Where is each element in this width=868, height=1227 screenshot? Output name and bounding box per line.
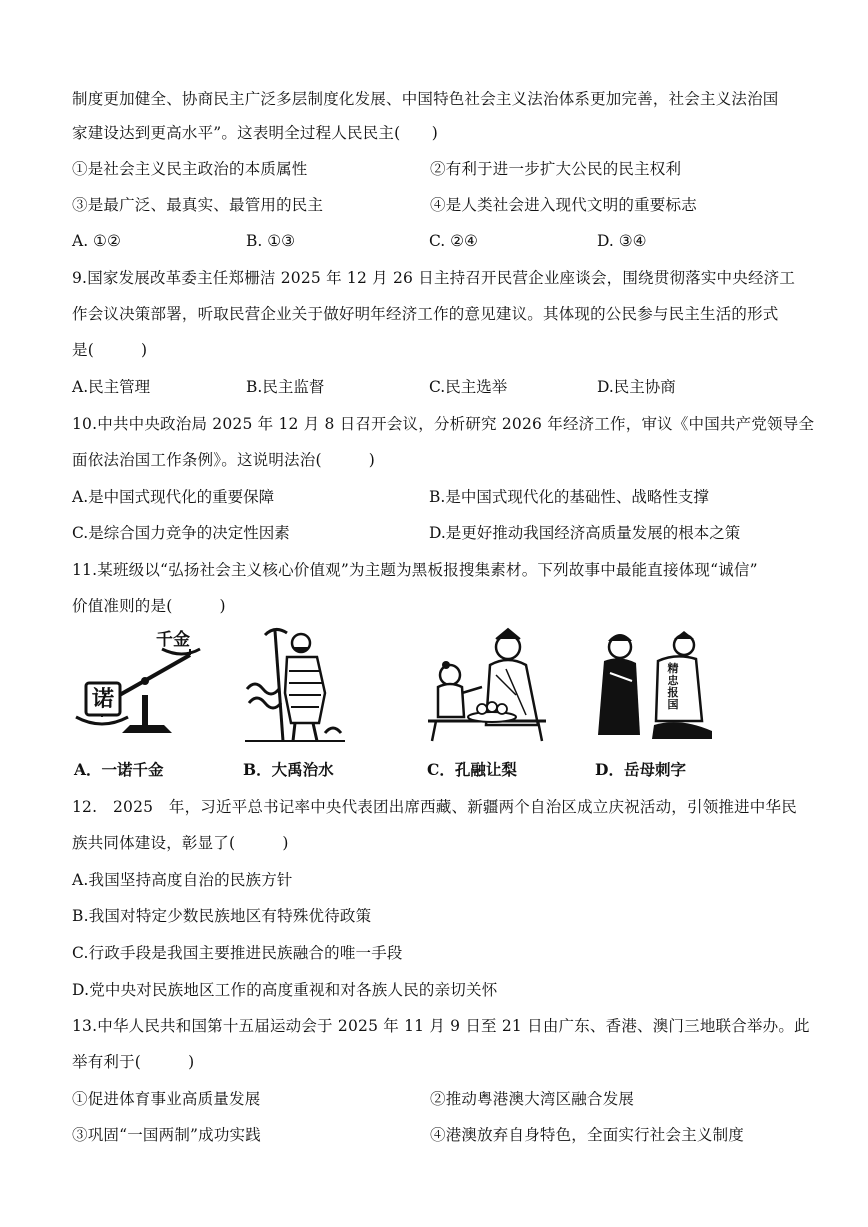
dayu-icon [245,623,345,743]
q9-line-1: 9.国家发展改革委主任郑栅洁 2025 年 12 月 26 日主持召开民营企业座谈会，围绕贯彻落实中央经济工 [72,269,796,287]
q12-line-1: 12. 2025 年，习近平总书记率中央代表团出席西藏、新疆两个自治区成立庆祝活动，引领推进中华民 [72,798,797,816]
scale-icon [72,625,202,740]
yuemu-icon [596,625,714,743]
q10-line-2: 面依法治国工作条例》。这说明法治( ) [72,451,376,469]
q9-option-d: D.民主协商 [597,378,676,396]
q8-option-c: C. ②④ [429,232,478,250]
q8-option-d: D. ③④ [597,232,647,250]
q9-option-b: B.民主监督 [246,378,325,396]
q11-caption-d: D．岳母刺字 [595,760,686,779]
q8-option-a: A. ①② [72,232,121,250]
kongrong-icon [426,625,548,743]
q13-statement-4: ④港澳放弃自身特色，全面实行社会主义制度 [430,1126,745,1144]
q10-option-b: B.是中国式现代化的基础性、战略性支撑 [429,488,709,506]
q13-statement-3: ③巩固“一国两制”成功实践 [72,1126,261,1144]
q12-option-b: B.我国对特定少数民族地区有特殊优待政策 [72,907,372,925]
q10-option-a: A.是中国式现代化的重要保障 [72,488,275,506]
q11-caption-c: C．孔融让梨 [427,760,517,779]
q9-line-2: 作会议决策部署，听取民营企业关于做好明年经济工作的意见建议。其体现的公民参与民主生活的形式 [72,305,779,323]
q10-line-1: 10.中共中央政治局 2025 年 12 月 8 日召开会议，分析研究 2026 年经济工作，审议《中国共产党领导全 [72,415,815,433]
q8-line-2: 家建设达到更高水平”。这表明全过程人民民主( ) [72,124,439,142]
q8-line-1: 制度更加健全、协商民主广泛多层制度化发展、中国特色社会主义法治体系更加完善，社会主义法治国 [72,90,779,108]
q8-statement-1: ①是社会主义民主政治的本质属性 [72,160,308,178]
q11-line-1: 11.某班级以“弘扬社会主义核心价值观”为主题为黑板报搜集素材。下列故事中最能直接体现“诚信” [72,561,758,579]
q9-option-c: C.民主选举 [429,378,508,396]
promise-glyph: 诺 [91,686,114,712]
tattoo-text: 精忠报国 [667,662,679,711]
q13-line-1: 13.中华人民共和国第十五届运动会于 2025 年 11 月 9 日至 21 日由广东、香港、澳门三地联合举办。此 [72,1017,810,1035]
q9-option-a: A.民主管理 [72,378,151,396]
q8-option-b: B. ①③ [246,232,296,250]
q12-option-a: A.我国坚持高度自治的民族方针 [72,871,293,889]
q11-caption-a: A．一诺千金 [74,760,164,779]
q9-line-3: 是( ) [72,341,148,359]
q10-option-c: C.是综合国力竞争的决定性因素 [72,524,290,542]
q11-line-2: 价值准则的是( ) [72,597,226,615]
q13-statement-1: ①促进体育事业高质量发展 [72,1090,261,1108]
q12-line-2: 族共同体建设，彰显了( ) [72,834,289,852]
gold-glyph: 千金 [156,630,190,650]
q8-statement-2: ②有利于进一步扩大公民的民主权利 [430,160,682,178]
q12-option-c: C.行政手段是我国主要推进民族融合的唯一手段 [72,944,403,962]
q11-caption-b: B．大禹治水 [243,760,334,779]
q13-statement-2: ②推动粤港澳大湾区融合发展 [430,1090,635,1108]
q12-option-d: D.党中央对民族地区工作的高度重视和对各族人民的亲切关怀 [72,981,498,999]
q8-statement-4: ④是人类社会进入现代文明的重要标志 [430,196,697,214]
q13-line-2: 举有利于( ) [72,1053,195,1071]
q10-option-d: D.是更好推动我国经济高质量发展的根本之策 [429,524,741,542]
q8-statement-3: ③是最广泛、最真实、最管用的民主 [72,196,324,214]
